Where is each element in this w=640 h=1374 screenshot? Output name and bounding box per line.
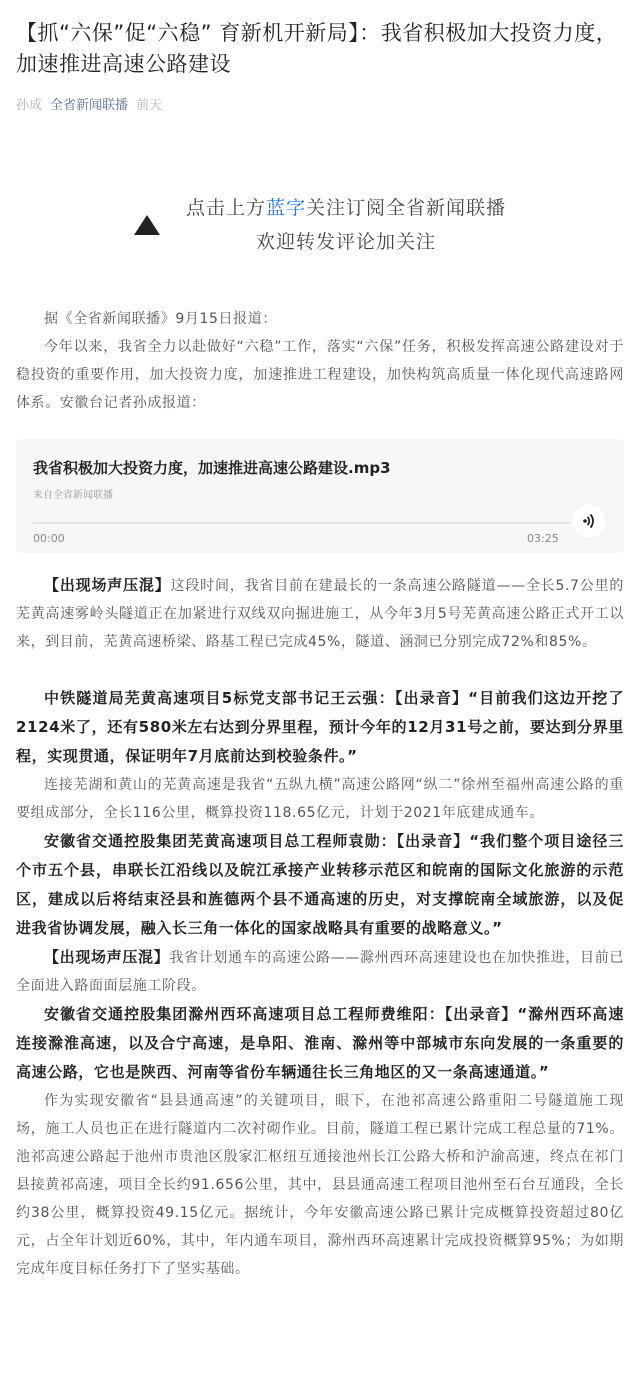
subscribe-blue-word: 蓝字 — [265, 197, 306, 219]
article-meta — [16, 94, 624, 113]
paragraph-section-3: 连接芜湖和黄山的芜黄高速是我省“五纵九横”高速公路网“纵二”徐州至福州高速公路的重要组成部分，全长116公里，概算投资118.65亿元，计划于2021年底建成通车。 — [16, 777, 624, 821]
publish-time: 前天 — [136, 98, 163, 113]
audio-source: 来自全省新闻联播 — [33, 490, 113, 501]
arrow-up-icon — [134, 215, 160, 235]
paragraph-quote-yuan: 安徽省交通控股集团芜黄高速项目总工程师袁勋：【出录音】“我们整个项目途径三个市五个县，串联长江沿线以及皖江承接产业转移示范区和皖南的国际文化旅游的示范区，建成以后将结束泾县和旌德两个县不通高速的历史，对支撑皖南全域旅游，以及促进我省协调发展，融入长三角一体化的国家战略具有重要的战略意义。” — [16, 832, 624, 937]
audio-play-button[interactable] — [572, 504, 606, 538]
subscribe-text — [186, 191, 506, 259]
section-5-text: 我省计划通车的高速公路——滁州西环高速建设也在加快推进，目前已全面进入路面面层施工阶段。 — [16, 950, 624, 994]
subscribe-banner — [16, 191, 624, 259]
section-1-text: 这段时间，我省目前在建最长的一条高速公路隧道——全长5.7公里的芜黄高速雾岭头隧道正在加紧进行双线双向掘进施工，从今年3月5号芜黄高速公路正式开工以来，到目前，芜黄高速桥梁、路基工程已完成45%，隧道、涵洞已分别完成72%和85%。 — [16, 578, 624, 650]
audio-current-time: 00:00 — [33, 532, 65, 545]
audio-progress-bar[interactable] — [33, 522, 570, 524]
sound-wave-icon — [582, 513, 596, 529]
audio-player[interactable] — [16, 439, 624, 553]
article-container — [0, 18, 640, 1283]
paragraph-dateline: 据《全省新闻联播》9月15日报道： — [44, 311, 277, 327]
paragraph-quote-wang: 中铁隧道局芜黄高速项目5标党支部书记王云强：【出录音】“目前我们这边开挖了2124米了，还有580米左右达到分界里程，预计今年的12月31号之前，要达到分界里程，实现贯通，保证明年7月底前达到校验条件。” — [16, 689, 624, 765]
audio-duration: 03:25 — [527, 532, 559, 545]
section-5-tag: 【出现场声压混】 — [44, 948, 170, 966]
subscribe-line-1-pre: 点击上方 — [185, 197, 266, 219]
section-1-tag: 【出现场声压混】 — [44, 576, 171, 594]
paragraph-intro: 今年以来，我省全力以赴做好“六稳”工作，落实“六保”任务，积极发挥高速公路建设对于稳投资的重要作用，加大投资力度，加速推进工程建设，加快构筑高质量一体化现代高速路网体系。安徽台记者孙成报道： — [16, 339, 624, 411]
paragraph-section-5 — [16, 943, 624, 1000]
paragraph-quote-fei: 安徽省交通控股集团滁州西环高速项目总工程师费维阳：【出录音】“滁州西环高速连接滁淮高速，以及合宁高速，是阜阳、淮南、滁州等中部城市东向发展的一条重要的高速公路，它也是陕西、河南等省份车辆通往长三角地区的又一条高速通道。” — [16, 1005, 624, 1081]
paragraph-section-7: 作为实现安徽省“县县通高速”的关键项目，眼下，在池祁高速公路重阳二号隧道施工现场，施工人员也正在进行隧道内二次衬砌作业。目前，隧道工程已累计完成工程总量的71%。池祁高速公路起于池州市贵池区殷家汇枢纽互通接池州长江公路大桥和沪渝高速，终点在祁门县接黄祁高速，项目全长约91.656公里，其中，县县通高速工程项目池州至石台互通段，全长约38公里，概算投资49.15亿元。据统计，今年安徽高速公路已累计完成概算投资超过80亿元，占全年计划近60%，其中，年内通车项目，滁州西环高速累计完成投资概算95%；为如期完成年度目标任务打下了坚实基础。 — [16, 1093, 624, 1277]
audio-title: 我省积极加大投资力度，加速推进高速公路建设.mp3 — [33, 459, 391, 477]
subscribe-line-1 — [186, 191, 506, 225]
author-name: 孙成 — [16, 98, 43, 113]
account-link[interactable]: 全省新闻联播 — [50, 98, 129, 113]
article-title: 【抓“六保”促“六稳” 育新机开新局】：我省积极加大投资力度，加速推进高速公路建设 — [16, 21, 618, 76]
subscribe-line-1-post: 关注订阅全省新闻联播 — [306, 197, 507, 219]
paragraph-section-1 — [16, 571, 624, 656]
subscribe-line-2: 欢迎转发评论加关注 — [255, 231, 436, 253]
